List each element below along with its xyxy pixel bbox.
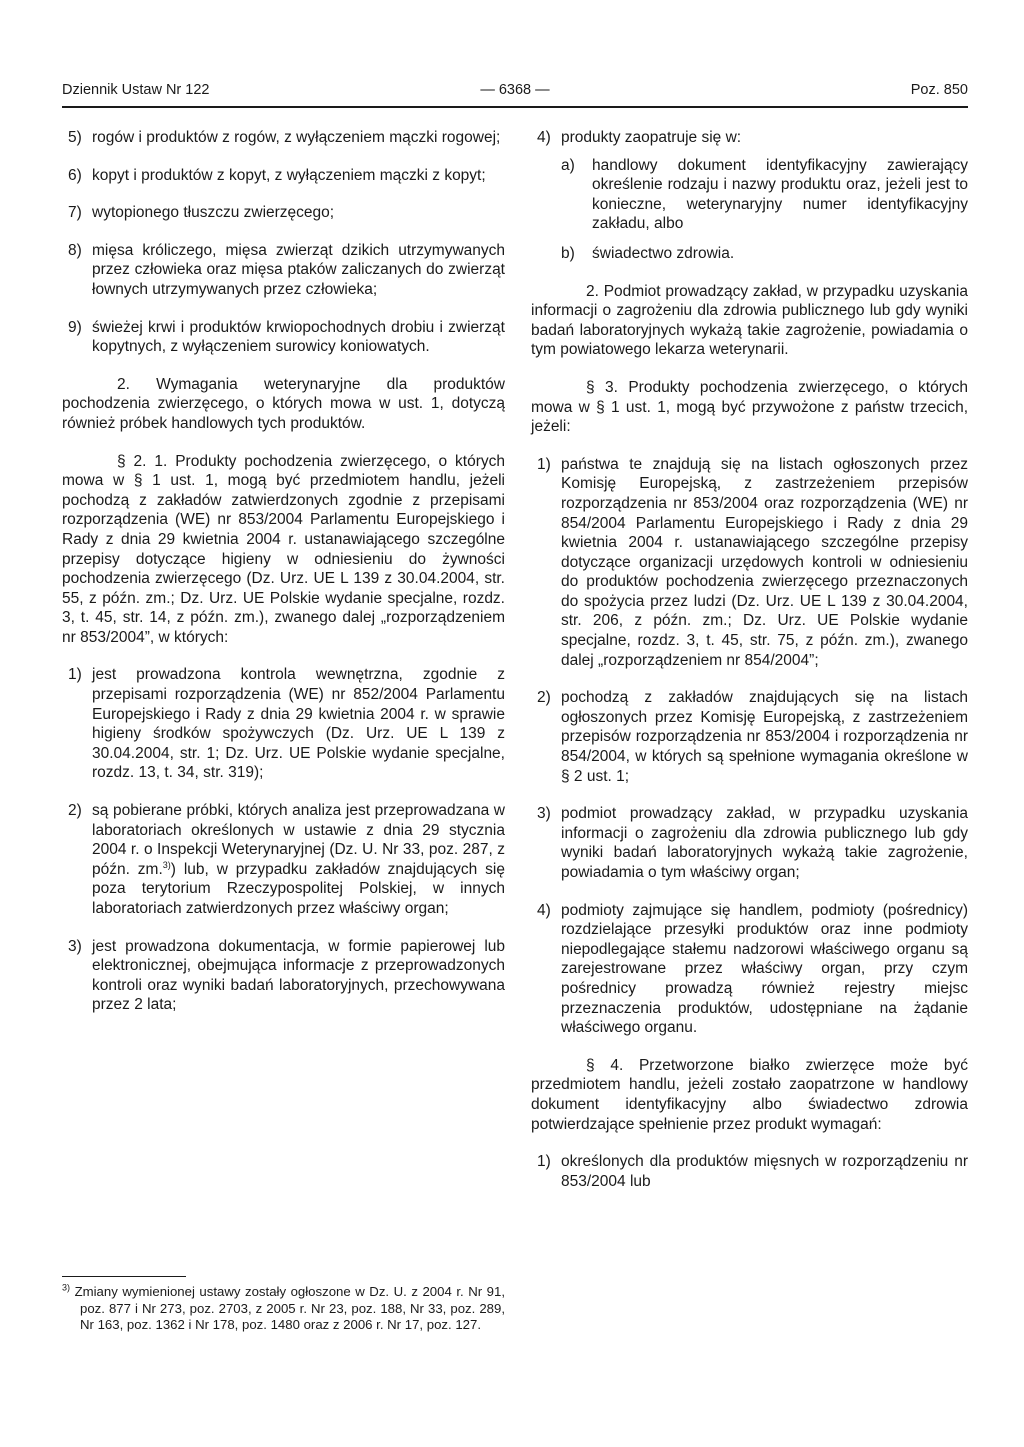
list-item: 9) świeżej krwi i produktów krwiopochodnych drobiu i zwierząt kopytnych, z wyłączeniem surowicy koniowatych. xyxy=(68,318,505,356)
list-item: 6) kopyt i produktów z kopyt, z wyłączeniem mączki z kopyt; xyxy=(68,166,486,184)
condition-item: 1) jest prowadzona kontrola wewnętrzna, zgodnie z przepisami rozporządzenia (WE) nr 852/2004 Parlamentu Europejskiego i Rady z dnia 29 kwietnia 2004 r. w sprawie higieny środków spożywczych (Dz. Urz. UE L 139 z 30.04.2004, str. 1; Dz. Urz. UE Polskie wydanie specjalne, rozdz. 13, t. 34, str. 319); xyxy=(68,666,505,782)
footnote-ref: 3) xyxy=(162,859,171,870)
footnote xyxy=(62,1276,505,1334)
right-column xyxy=(531,128,968,1191)
page-number: — 6368 — xyxy=(480,82,550,98)
page-header xyxy=(62,76,968,108)
footnote-text: $^{3)}$ Zmiany wymienionej ustawy zostały ogłoszone w Dz. U. z 2004 r. Nr 91, poz. 877 i Nr 273, poz. 2703, z 2005 r. Nr 23, poz. 188, Nr 33, poz. 289, Nr 163, poz. 1362 i Nr 178, poz. 1480 oraz z 2006 r. Nr 17, poz. 127. xyxy=(62,1282,505,1333)
condition-item: 3) jest prowadzona dokumentacja, w formie papierowej lub elektronicznej, obejmująca informacje z przeprowadzonych kontroli oraz wyniki badań laboratoryjnych, przechowywana przez 2 lata; xyxy=(68,937,505,1014)
footnote-divider xyxy=(62,1276,186,1277)
sub-item: a) handlowy dokument identyfikacyjny zawierający określenie rodzaju i nazwy produktu oraz, jeżeli jest to konieczne, weterynaryjny numer identyfikacyjny zakładu, albo xyxy=(561,156,968,233)
paragraph: 2. Wymagania weterynaryjne dla produktów pochodzenia zwierzęcego, o których mowa w ust. 1, dotyczą również próbek handlowych tych produktów. xyxy=(62,375,505,432)
condition-item: 1) państwa te znajdują się na listach ogłoszonych przez Komisję Europejską, z zastrzeżeniem przepisów rozporządzenia nr 853/2004 oraz rozporządzenia (WE) nr 854/2004 Parlamentu Europejskiego i Rady z dnia 29 kwietnia 2004 r. ustanawiającego szczególne przepisy dotyczące organizacji urzędowych kontroli w odniesieniu do produktów pochodzenia zwierzęcego przeznaczonych do spożycia przez ludzi (Dz. Urz. UE L 139 z 30.04.2004, str. 206, z późn. zm.; Dz. Urz. UE Polskie wydanie specjalne, rozdz. 3, t. 45, str. 75, z późn. zm.), zwanego dalej „rozporządzeniem nr 854/2004”; xyxy=(537,455,968,669)
list-item: 4) produkty zaopatruje się w: xyxy=(537,129,742,146)
position-number: Poz. 850 xyxy=(910,82,968,98)
condition-item: 2) pochodzą z zakładów znajdujących się na listach ogłoszonych przez Komisję Europejską, z zastrzeżeniem przepisów rozporządzenia nr 853/2004 i rozporządzenia nr 854/2004, w których są spełnione wymagania określone w § 2 ust. 1; xyxy=(537,689,968,785)
list-item: 8) mięsa króliczego, mięsa zwierząt dzikich utrzymywanych przez człowieka oraz mięsa ptaków zaliczanych do zwierząt łownych utrzymywanych przez człowieka; xyxy=(68,241,505,298)
list-item: 7) wytopionego tłuszczu zwierzęcego; xyxy=(68,204,335,222)
section-paragraph: § 2. 1. Produkty pochodzenia zwierzęcego, o których mowa w § 1 ust. 1, mogą być przedmiotem handlu, jeżeli pochodzą z zakładów zatwierdzonych zgodnie z przepisami rozporządzenia (WE) nr 853/2004 Parlamentu Europejskiego i Rady z dnia 29 kwietnia 2004 r. ustanawiającego szczególne przepisy dotyczące higieny w odniesieniu do żywności pochodzenia zwierzęcego (Dz. Urz. UE L 139 z 30.04.2004, str. 55, z późn. zm.; Dz. Urz. UE Polskie wydanie specjalne, rozdz. 3, t. 45, str. 14, z późn. zm.), zwanego dalej „rozporządzeniem nr 853/2004”, w których: xyxy=(62,452,505,646)
journal-title: Dziennik Ustaw Nr 122 xyxy=(62,82,210,98)
sub-list xyxy=(531,156,968,264)
footnote-marker: 3) xyxy=(62,1282,71,1293)
condition-item: 4) podmioty zajmujące się handlem, podmioty (pośrednicy) rozdzielające przesyłki produktów oraz inne podmioty niepodlegające stałemu nadzorowi właściwego organu są zarejestrowane przez właściwy organ, przy czym pośrednicy prowadzą również rejestry miejsc przeznaczenia produktów, udostępniane na żądanie właściwego organu. xyxy=(537,901,968,1037)
list-item: 5) rogów i produktów z rogów, z wyłączeniem mączki rogowej; xyxy=(68,129,501,146)
paragraph: 2. Podmiot prowadzący zakład, w przypadku uzyskania informacji o zagrożeniu dla zdrowia publicznego lub gdy wyniki badań laboratoryjnych wykażą takie zagrożenie, powiadamia o tym powiatowego lekarza weterynarii. xyxy=(531,282,968,359)
condition-item: 2) są pobierane próbki, których analiza jest przeprowadzana w laboratoriach określonych w ustawie z dnia 29 stycznia 2004 r. o Inspekcji Weterynaryjnej (Dz. U. Nr 33, poz. 287, z późn. zm.$^{3)}$) lub, w przypadku zakładów znajdujących się poza terytorium Rzeczypospolitej Polskiej, w innych laboratoriach zatwierdzonych przez właściwy organ; xyxy=(68,802,505,917)
condition-item: 1) określonych dla produktów mięsnych w rozporządzeniu nr 853/2004 lub xyxy=(537,1153,968,1190)
section-paragraph: § 4. Przetworzone białko zwierzęce może być przedmiotem handlu, jeżeli zostało zaopatrzone w handlowy dokument identyfikacyjny albo świadectwo zdrowia potwierdzające spełnienie przez produkt wymagań: xyxy=(531,1056,968,1133)
left-column xyxy=(62,128,505,1015)
sub-item: b) świadectwo zdrowia. xyxy=(561,244,735,262)
section-paragraph: § 3. Produkty pochodzenia zwierzęcego, o których mowa w § 1 ust. 1, mogą być przywożone z państw trzecich, jeżeli: xyxy=(531,378,968,436)
condition-item: 3) podmiot prowadzący zakład, w przypadku uzyskania informacji o zagrożeniu dla zdrowia publicznego lub gdy wyniki badań laboratoryjnych wykażą takie zagrożenie, powiadamia o tym właściwy organ; xyxy=(537,805,968,881)
